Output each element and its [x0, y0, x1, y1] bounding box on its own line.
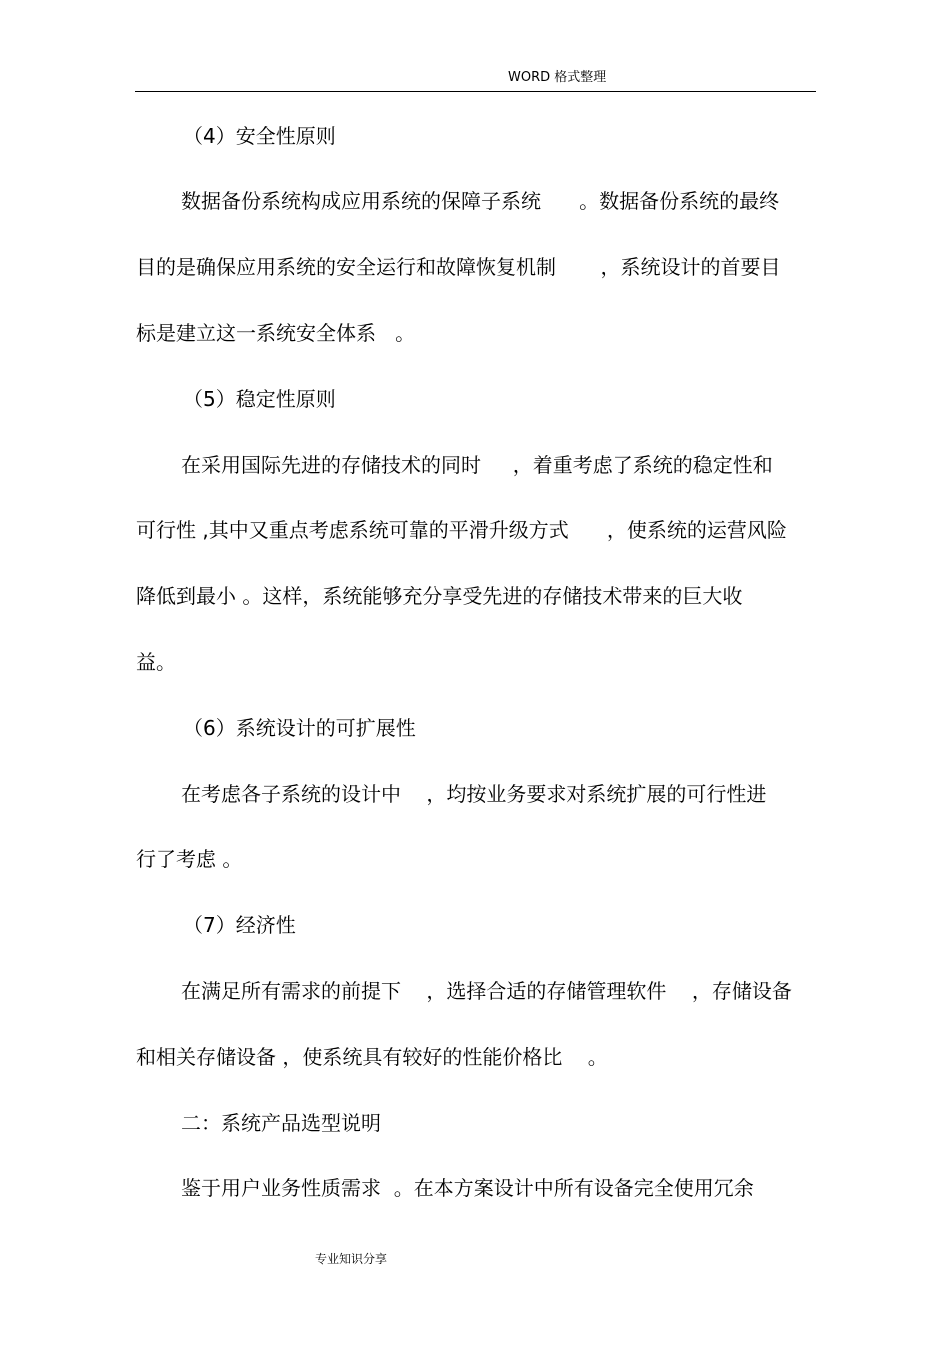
paragraph-line: 在满足所有需求的前提下 ，选择合适的存储管理软件 ，存储设备 — [181, 979, 792, 1003]
paragraph-line: 在考虑各子系统的设计中 ，均按业务要求对系统扩展的可行性进 — [181, 782, 767, 806]
page-footer: 专业知识分享 — [315, 1252, 388, 1266]
section-heading-economy: （7）经济性 — [183, 913, 296, 937]
paragraph-line: 益。 — [136, 650, 176, 674]
paragraph-line: 数据备份系统构成应用系统的保障子系统 。数据备份系统的最终 — [181, 189, 780, 213]
paragraph-line: 在采用国际先进的存储技术的同时 ，着重考虑了系统的稳定性和 — [181, 453, 773, 477]
section-heading-security: （4）安全性原则 — [183, 124, 336, 148]
paragraph-line: 鉴于用户业务性质需求 。在本方案设计中所有设备完全使用冗余 — [181, 1176, 754, 1200]
paragraph-line: 可行性 ,其中又重点考虑系统可靠的平滑升级方式 ，使系统的运营风险 — [136, 518, 787, 542]
section-heading-stability: （5）稳定性原则 — [183, 387, 336, 411]
paragraph-line: 目的是确保应用系统的安全运行和故障恢复机制 ，系统设计的首要目 — [136, 255, 781, 279]
paragraph-line: 和相关存储设备 ，使系统具有较好的性能价格比 。 — [136, 1045, 608, 1069]
section-heading-scalability: （6）系统设计的可扩展性 — [183, 716, 416, 740]
paragraph-line: 标是建立这一系统安全体系 。 — [136, 321, 416, 345]
header-title: WORD 格式整理 — [508, 70, 607, 85]
paragraph-line: 降低到最小 。这样，系统能够充分享受先进的存储技术带来的巨大收 — [136, 584, 743, 608]
section-heading-product-selection: 二：系统产品选型说明 — [181, 1111, 381, 1135]
header-divider — [135, 91, 816, 92]
paragraph-line: 行了考虑 。 — [136, 847, 243, 871]
